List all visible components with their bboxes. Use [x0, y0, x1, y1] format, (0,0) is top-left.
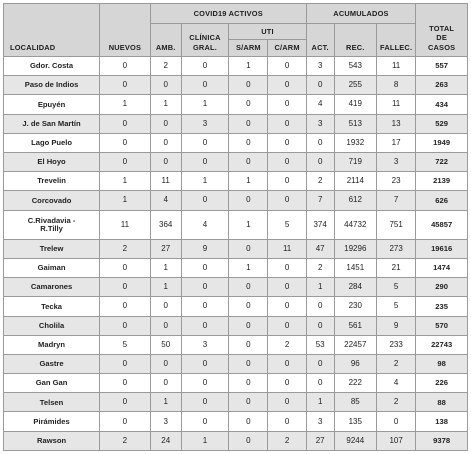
header-clinica-gral: [181, 24, 229, 57]
cell-clinica: 0: [181, 412, 229, 431]
cell-act: 4: [306, 95, 334, 114]
table-row: [4, 431, 468, 450]
cell-s-arm: 0: [229, 335, 268, 354]
header-clinica-line1: CLÍNICA: [189, 33, 221, 43]
cell-clinica: 0: [181, 354, 229, 373]
cell-nuevos: 0: [100, 354, 151, 373]
table-row: [4, 374, 468, 393]
cell-fallec: 11: [376, 57, 415, 76]
cell-total: 290: [416, 278, 468, 297]
cell-clinica: 9: [181, 239, 229, 258]
cell-c-arm: 0: [268, 172, 306, 191]
cell-rec: 543: [334, 57, 376, 76]
cell-s-arm: 0: [229, 152, 268, 171]
cell-amb: 1: [150, 258, 181, 277]
cell-rec: 1451: [334, 258, 376, 277]
cell-localidad: Epuyén: [4, 95, 100, 114]
cell-s-arm: 0: [229, 374, 268, 393]
cell-localidad: J. de San Martín: [4, 114, 100, 133]
table-row: [4, 114, 468, 133]
header-amb: AMB.: [150, 24, 181, 57]
table-header: [4, 4, 468, 57]
cell-amb: 1: [150, 278, 181, 297]
cell-amb: 3: [150, 412, 181, 431]
cell-total: 226: [416, 374, 468, 393]
cell-c-arm: 0: [268, 258, 306, 277]
cell-localidad: C.Rivadavia - R.Tilly: [4, 210, 100, 239]
cell-rec: 719: [334, 152, 376, 171]
cell-c-arm: 0: [268, 152, 306, 171]
cell-nuevos: 2: [100, 239, 151, 258]
cell-clinica: 0: [181, 76, 229, 95]
cell-act: 3: [306, 57, 334, 76]
cell-total: 98: [416, 354, 468, 373]
cell-amb: 0: [150, 374, 181, 393]
cell-c-arm: 0: [268, 412, 306, 431]
cell-fallec: 4: [376, 374, 415, 393]
cell-clinica: 0: [181, 297, 229, 316]
cell-c-arm: 0: [268, 133, 306, 152]
cell-c-arm: 0: [268, 354, 306, 373]
cell-nuevos: 0: [100, 258, 151, 277]
header-uti: UTI: [229, 24, 306, 40]
cell-act: 0: [306, 354, 334, 373]
cell-clinica: 1: [181, 95, 229, 114]
cell-localidad: Pirámides: [4, 412, 100, 431]
cell-amb: 27: [150, 239, 181, 258]
cell-total: 263: [416, 76, 468, 95]
cell-clinica: 0: [181, 191, 229, 210]
cell-clinica: 1: [181, 172, 229, 191]
cell-total: 235: [416, 297, 468, 316]
cell-act: 0: [306, 297, 334, 316]
table-row: [4, 191, 468, 210]
cell-amb: 364: [150, 210, 181, 239]
cell-s-arm: 0: [229, 278, 268, 297]
table-row: [4, 316, 468, 335]
cell-s-arm: 0: [229, 316, 268, 335]
cell-fallec: 5: [376, 297, 415, 316]
cell-amb: 1: [150, 95, 181, 114]
table-row: [4, 412, 468, 431]
cell-fallec: 2: [376, 393, 415, 412]
cell-localidad: Camarones: [4, 278, 100, 297]
cell-localidad: Telsen: [4, 393, 100, 412]
cell-s-arm: 0: [229, 76, 268, 95]
table-row: [4, 57, 468, 76]
cell-amb: 0: [150, 354, 181, 373]
cell-clinica: 1: [181, 431, 229, 450]
table-body: [4, 57, 468, 451]
header-nuevos: NUEVOS: [100, 4, 151, 57]
cell-clinica: 4: [181, 210, 229, 239]
cell-rec: 1932: [334, 133, 376, 152]
cell-c-arm: 0: [268, 114, 306, 133]
header-rec: REC.: [334, 24, 376, 57]
cell-s-arm: 1: [229, 210, 268, 239]
cell-act: 0: [306, 316, 334, 335]
header-c-arm: C/ARM: [268, 40, 306, 57]
cell-nuevos: 0: [100, 76, 151, 95]
header-acumulados: ACUMULADOS: [306, 4, 416, 24]
table-row: [4, 76, 468, 95]
cell-amb: 0: [150, 316, 181, 335]
cell-total: 529: [416, 114, 468, 133]
cell-act: 7: [306, 191, 334, 210]
cell-s-arm: 0: [229, 393, 268, 412]
cell-localidad: Gastre: [4, 354, 100, 373]
cell-s-arm: 0: [229, 191, 268, 210]
cell-total: 557: [416, 57, 468, 76]
cell-nuevos: 0: [100, 297, 151, 316]
cell-c-arm: 5: [268, 210, 306, 239]
cell-total: 45857: [416, 210, 468, 239]
table-row: [4, 133, 468, 152]
cell-clinica: 0: [181, 152, 229, 171]
cell-s-arm: 1: [229, 57, 268, 76]
cell-clinica: 3: [181, 114, 229, 133]
table-row: [4, 95, 468, 114]
table-row: [4, 239, 468, 258]
covid-cases-table-container: [3, 3, 468, 451]
header-total-line2: DE: [436, 33, 447, 43]
cell-c-arm: 0: [268, 297, 306, 316]
cell-c-arm: 0: [268, 393, 306, 412]
cell-act: 1: [306, 278, 334, 297]
cell-nuevos: 1: [100, 172, 151, 191]
cell-c-arm: 11: [268, 239, 306, 258]
cell-s-arm: 0: [229, 133, 268, 152]
cell-rec: 85: [334, 393, 376, 412]
cell-fallec: 9: [376, 316, 415, 335]
cell-fallec: 7: [376, 191, 415, 210]
cell-amb: 0: [150, 76, 181, 95]
cell-amb: 0: [150, 114, 181, 133]
cell-rec: 230: [334, 297, 376, 316]
cell-fallec: 5: [376, 278, 415, 297]
cell-act: 47: [306, 239, 334, 258]
cell-clinica: 0: [181, 57, 229, 76]
cell-nuevos: 0: [100, 374, 151, 393]
cell-rec: 255: [334, 76, 376, 95]
cell-s-arm: 0: [229, 412, 268, 431]
cell-c-arm: 0: [268, 374, 306, 393]
cell-act: 0: [306, 76, 334, 95]
cell-nuevos: 0: [100, 412, 151, 431]
cell-amb: 0: [150, 133, 181, 152]
cell-nuevos: 0: [100, 278, 151, 297]
cell-s-arm: 0: [229, 239, 268, 258]
table-row: [4, 258, 468, 277]
cell-fallec: 0: [376, 412, 415, 431]
header-fallec: FALLEC.: [376, 24, 415, 57]
cell-nuevos: 0: [100, 114, 151, 133]
cell-fallec: 3: [376, 152, 415, 171]
header-act: ACT.: [306, 24, 334, 57]
header-total-casos: [416, 4, 468, 57]
cell-nuevos: 0: [100, 393, 151, 412]
cell-c-arm: 0: [268, 278, 306, 297]
header-total-line1: TOTAL: [429, 23, 455, 33]
cell-nuevos: 2: [100, 431, 151, 450]
cell-act: 2: [306, 258, 334, 277]
cell-rec: 9244: [334, 431, 376, 450]
cell-c-arm: 0: [268, 57, 306, 76]
cell-nuevos: 5: [100, 335, 151, 354]
cell-fallec: 273: [376, 239, 415, 258]
cell-clinica: 0: [181, 133, 229, 152]
cell-rec: 135: [334, 412, 376, 431]
cell-fallec: 751: [376, 210, 415, 239]
cell-amb: 0: [150, 152, 181, 171]
cell-c-arm: 0: [268, 76, 306, 95]
table-row: [4, 152, 468, 171]
cell-localidad: Lago Puelo: [4, 133, 100, 152]
cell-fallec: 107: [376, 431, 415, 450]
cell-c-arm: 0: [268, 95, 306, 114]
table-row: [4, 393, 468, 412]
cell-total: 722: [416, 152, 468, 171]
cell-s-arm: 0: [229, 114, 268, 133]
covid-cases-table: [3, 3, 468, 451]
cell-clinica: 0: [181, 278, 229, 297]
cell-clinica: 0: [181, 258, 229, 277]
cell-rec: 419: [334, 95, 376, 114]
cell-nuevos: 0: [100, 57, 151, 76]
cell-rec: 19296: [334, 239, 376, 258]
cell-localidad: El Hoyo: [4, 152, 100, 171]
cell-localidad: Madryn: [4, 335, 100, 354]
cell-c-arm: 0: [268, 316, 306, 335]
cell-nuevos: 11: [100, 210, 151, 239]
cell-amb: 1: [150, 393, 181, 412]
cell-rec: 561: [334, 316, 376, 335]
cell-total: 1949: [416, 133, 468, 152]
cell-nuevos: 0: [100, 316, 151, 335]
cell-clinica: 3: [181, 335, 229, 354]
cell-localidad: Tecka: [4, 297, 100, 316]
cell-s-arm: 0: [229, 354, 268, 373]
cell-total: 626: [416, 191, 468, 210]
cell-rec: 96: [334, 354, 376, 373]
cell-act: 27: [306, 431, 334, 450]
cell-total: 1474: [416, 258, 468, 277]
cell-rec: 2114: [334, 172, 376, 191]
header-covid-activos: COVID19 ACTIVOS: [150, 4, 306, 24]
cell-s-arm: 0: [229, 297, 268, 316]
cell-act: 0: [306, 374, 334, 393]
cell-nuevos: 1: [100, 95, 151, 114]
cell-rec: 22457: [334, 335, 376, 354]
cell-localidad: Cholila: [4, 316, 100, 335]
table-row: [4, 210, 468, 239]
cell-total: 19616: [416, 239, 468, 258]
header-clinica-line2: GRAL.: [192, 42, 217, 52]
cell-localidad: Trevelin: [4, 172, 100, 191]
cell-amb: 0: [150, 297, 181, 316]
cell-total: 434: [416, 95, 468, 114]
cell-act: 1: [306, 393, 334, 412]
cell-total: 2139: [416, 172, 468, 191]
table-row: [4, 354, 468, 373]
cell-s-arm: 0: [229, 431, 268, 450]
table-row: [4, 172, 468, 191]
cell-localidad: Gaiman: [4, 258, 100, 277]
cell-act: 374: [306, 210, 334, 239]
cell-fallec: 23: [376, 172, 415, 191]
cell-fallec: 21: [376, 258, 415, 277]
cell-s-arm: 1: [229, 172, 268, 191]
cell-fallec: 13: [376, 114, 415, 133]
cell-total: 138: [416, 412, 468, 431]
cell-rec: 612: [334, 191, 376, 210]
cell-amb: 24: [150, 431, 181, 450]
cell-rec: 284: [334, 278, 376, 297]
header-localidad: LOCALIDAD: [4, 4, 100, 57]
cell-localidad: Gdor. Costa: [4, 57, 100, 76]
cell-act: 53: [306, 335, 334, 354]
table-row: [4, 297, 468, 316]
cell-act: 0: [306, 133, 334, 152]
table-row: [4, 278, 468, 297]
header-total-line3: CASOS: [427, 42, 456, 52]
cell-localidad: Corcovado: [4, 191, 100, 210]
cell-rec: 513: [334, 114, 376, 133]
cell-s-arm: 1: [229, 258, 268, 277]
cell-fallec: 11: [376, 95, 415, 114]
cell-total: 570: [416, 316, 468, 335]
cell-fallec: 2: [376, 354, 415, 373]
cell-rec: 44732: [334, 210, 376, 239]
cell-nuevos: 1: [100, 191, 151, 210]
cell-amb: 50: [150, 335, 181, 354]
cell-clinica: 0: [181, 374, 229, 393]
cell-nuevos: 0: [100, 133, 151, 152]
cell-clinica: 0: [181, 316, 229, 335]
table-row: [4, 335, 468, 354]
cell-nuevos: 0: [100, 152, 151, 171]
cell-amb: 4: [150, 191, 181, 210]
cell-c-arm: 2: [268, 431, 306, 450]
cell-fallec: 233: [376, 335, 415, 354]
cell-rec: 222: [334, 374, 376, 393]
cell-localidad: Paso de Indios: [4, 76, 100, 95]
cell-s-arm: 0: [229, 95, 268, 114]
cell-clinica: 0: [181, 393, 229, 412]
cell-c-arm: 2: [268, 335, 306, 354]
cell-amb: 2: [150, 57, 181, 76]
cell-total: 88: [416, 393, 468, 412]
cell-c-arm: 0: [268, 191, 306, 210]
cell-act: 3: [306, 412, 334, 431]
cell-total: 22743: [416, 335, 468, 354]
header-s-arm: S/ARM: [229, 40, 268, 57]
cell-localidad: Rawson: [4, 431, 100, 450]
cell-act: 2: [306, 172, 334, 191]
cell-amb: 11: [150, 172, 181, 191]
cell-fallec: 17: [376, 133, 415, 152]
cell-localidad: Gan Gan: [4, 374, 100, 393]
cell-act: 3: [306, 114, 334, 133]
cell-total: 9378: [416, 431, 468, 450]
cell-act: 0: [306, 152, 334, 171]
cell-fallec: 8: [376, 76, 415, 95]
cell-localidad: Trelew: [4, 239, 100, 258]
